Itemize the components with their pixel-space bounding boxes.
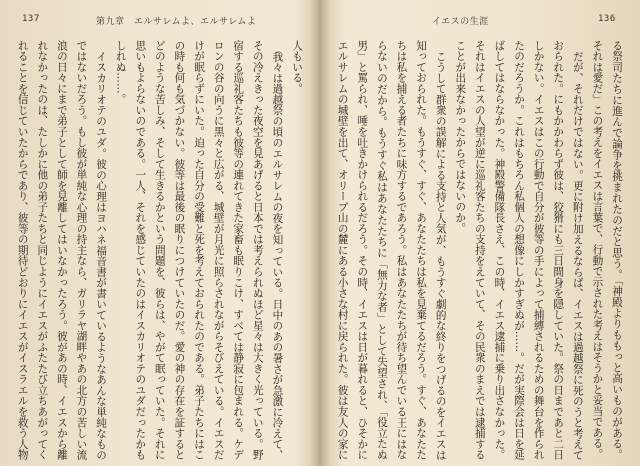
left-paragraph-2: 我々は過越祭の頃のエルサレムの夜を知っている。日中のあの暑さが急激に冷えて、その冷えきった夜空を見あげると日本では考えられぬほど星々は大きく光っている。野宿する巡礼客たちも彼等の連れてきた家畜も眠りこけ、すべては静寂に包まれる。ケデロンの谷の向うに黒々と広がる、城壁が月光に照らされながらそびえている。イエスだけが眠らずにいた。迫った自分の受難と死を考えておられたのである。弟子たちにはこの時も何も気づかない。彼等は最後の眠りにつけていたのだ。愛の神の存在を証するとどのような苦しみ、そして生きるかという問題を、彼らは、やがて眠っていた。それに思いもよらないのである。一人、それを感じていたのはイスカリオテのユダだったかもしれぬ……。 bbox=[114, 40, 284, 460]
right-running-head: イエスの生涯 bbox=[432, 17, 489, 27]
left-page-body bbox=[14, 40, 306, 460]
right-paragraph-1: る祭司たちに進んで論争を挑まれたのだと思う。「神殿よりももっと高いものがある。それは愛だ」この考えをイエスは言葉で、行動で示された考えはそうかと妥当である。 bbox=[591, 40, 623, 460]
left-running-head: 第九章 エルサレムよ、エルサレムよ bbox=[96, 17, 257, 27]
left-page bbox=[0, 0, 318, 466]
right-paragraph-3: こうして群衆の誤解による支持と人気が、もうすぐ劇的な終りをつげるのをイエスは知っておられた。もうすぐ、すぐ、あなたたちは私を見棄てるだろう。すぐ、あなたたちは私を捕える者たちに味方するであろう。私はあなたたちが待ち望んでいる王にはならないのだから。もうすぐ私はあなたたちに「無力な者」として失望され、「役立たぬ男」と罵られ、唾を吐きかけられるだろう。その時、イエスは日が暮れると、ひそかにエルサレムの城壁を出て、オリーブ山の麓にある小さな村に戻られた。彼は友人の家に bbox=[336, 40, 447, 460]
right-page bbox=[322, 0, 640, 466]
right-page-body bbox=[330, 40, 626, 460]
right-page-number: 136 bbox=[598, 14, 616, 24]
right-paragraph-2: だが、それだけではない。更に附け加えるならば、イエスは過越祭に死のうと考えておられた。にもかかわらず彼は、狡猾にも三日間身を隠していた。祭の日まであと二日しかない。イエスはこの行動で自分が彼等の手によって捕縛されるための舞台を作られたのだろうか。これはもちろん私個人の想像にしかすぎぬが……。だが実際会は日を延ばしてはならなかった。神殿警備隊長さえ、この時、イエス逮捕に乗り出さなかった。それはイエスの人望が逆に巡礼客たちの支持をえていて、その民衆のまえでは逮捕することが出来なかったからではないのか。 bbox=[454, 40, 584, 460]
left-paragraph-1: 人もいる。 bbox=[291, 40, 303, 94]
left-paragraph-3: イスカリオテのユダ。彼の心理はヨハネ福音書が書いているようなあんな単純なものではないだろう。もし彼が単純な心理の持主なら、ガリラヤ湖畔やあの北方の苦しい流浪の日々にまで弟子として師を見離してはいなかったろう。彼があの時、イエスから離れなかったのは、たしかに他の弟子たちと同じようにイエスがふたたび立ちあがってくれることを信じていたからであり、彼等の期待どおりにイエスがイスラエルを救う人物 bbox=[16, 40, 108, 460]
left-page-number: 137 bbox=[22, 14, 40, 24]
